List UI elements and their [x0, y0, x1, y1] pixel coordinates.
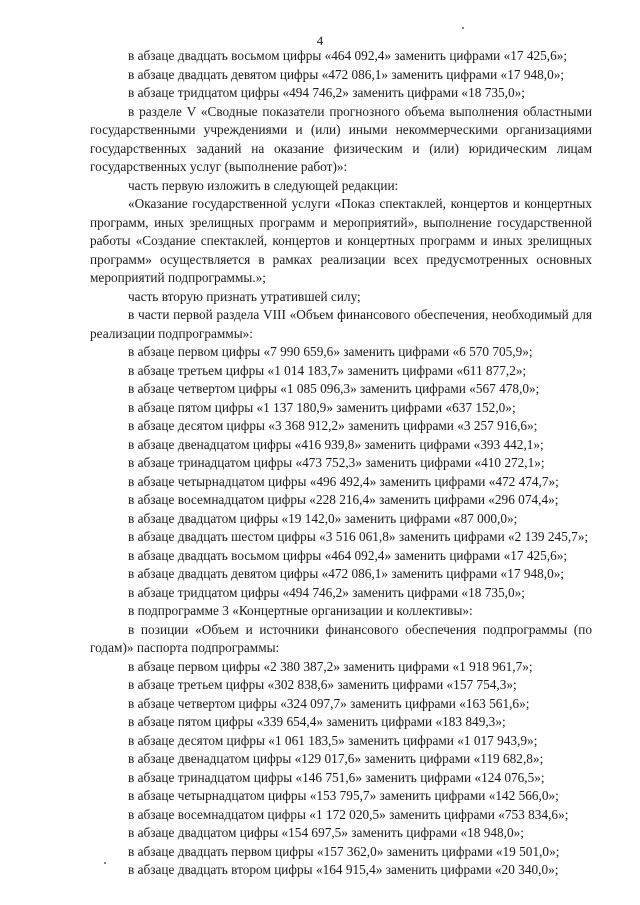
paragraph: «Оказание государственной услуги «Показ спектаклей, концертов и концертных программ, иных зрелищных программ и мероприятий», выполнение государственной работы «Создание спектаклей, концертов и концертных программ и иных зрелищных программ» осуществляется в рамках реализации всех предусмотренных основных мероприятий подпрограммы.»;: [90, 196, 592, 285]
paragraph: в абзаце четвертом цифры «1 085 096,3» заменить цифрами «567 478,0»;: [128, 381, 540, 396]
paragraph: в абзаце двадцать восьмом цифры «464 092,4» заменить цифрами «17 425,6»;: [128, 48, 568, 63]
scan-speck: [462, 27, 464, 29]
paragraph: в абзаце двадцать восьмом цифры «464 092,4» заменить цифрами «17 425,6»;: [128, 547, 568, 563]
paragraph: в абзаце двадцать втором цифры «164 915,4» заменить цифрами «20 340,0»;: [128, 862, 559, 877]
paragraph: в абзаце двенадцатом цифры «129 017,6» заменить цифрами «119 682,8»;: [128, 751, 544, 766]
paragraph: в позиции «Объем и источники финансового обеспечения подпрограммы (по годам)» паспорта подпрограммы:: [90, 621, 592, 655]
paragraph: в абзаце третьем цифры «302 838,6» заменить цифрами «157 754,3»;: [128, 677, 517, 692]
paragraph: в абзаце первом цифры «2 380 387,2» заменить цифрами «1 918 961,7»;: [128, 658, 533, 674]
paragraph: часть вторую признать утратившей силу;: [128, 288, 361, 304]
paragraph: в части первой раздела VIII «Объем финансового обеспечения, необходимый для реализации подпрограммы»:: [90, 307, 592, 341]
paragraph: в абзаце четвертом цифры «324 097,7» заменить цифрами «163 561,6»;: [128, 695, 530, 711]
paragraph: в абзаце пятом цифры «1 137 180,9» заменить цифрами «637 152,0»;: [128, 399, 516, 415]
paragraph: в подпрограмме 3 «Концертные организации и коллективы»:: [128, 603, 473, 618]
paragraph: в абзаце двадцать шестом цифры «3 516 061,8» заменить цифрами «2 139 245,7»;: [128, 529, 589, 544]
paragraph: в абзаце восемнадцатом цифры «1 172 020,5» заменить цифрами «753 834,6»;: [128, 806, 569, 822]
paragraph: в абзаце тринадцатом цифры «146 751,6» заменить цифрами «124 076,5»;: [128, 769, 545, 785]
paragraph: в абзаце тринадцатом цифры «473 752,3» заменить цифрами «410 272,1»;: [128, 455, 545, 470]
paragraph: в абзаце двадцатом цифры «154 697,5» заменить цифрами «18 948,0»;: [128, 825, 524, 840]
paragraph: в абзаце двадцать первом цифры «157 362,0» заменить цифрами «19 501,0»;: [128, 843, 560, 859]
paragraph: в разделе V «Сводные показатели прогнозного объема выполнения областными государственными учреждениями и (или) иными некоммерческими организациями государственных заданий на оказание физическим и (или) юридическим лицам государственных услуг (выполнение работ)»:: [90, 103, 592, 174]
paragraph: в абзаце четырнадцатом цифры «153 795,7» заменить цифрами «142 566,0»;: [128, 788, 559, 803]
paragraph: в абзаце пятом цифры «339 654,4» заменить цифрами «183 849,3»;: [128, 714, 506, 729]
paragraph: в абзаце десятом цифры «3 368 912,2» заменить цифрами «3 257 916,6»;: [128, 418, 538, 433]
paragraph: в абзаце двадцать девятом цифры «472 086,1» заменить цифрами «17 948,0»;: [128, 566, 565, 581]
paragraph: в абзаце двадцатом цифры «19 142,0» заменить цифрами «87 000,0»;: [128, 510, 518, 526]
paragraph: в абзаце четырнадцатом цифры «496 492,4» заменить цифрами «472 474,7»;: [128, 473, 559, 489]
paragraph: в абзаце двенадцатом цифры «416 939,8» заменить цифрами «393 442,1»;: [128, 436, 544, 452]
paragraph: в абзаце восемнадцатом цифры «228 216,4» заменить цифрами «296 074,4»;: [128, 492, 559, 507]
paragraph: часть первую изложить в следующей редакции:: [128, 177, 399, 193]
paragraph: в абзаце первом цифры «7 990 659,6» заменить цифрами «6 570 705,9»;: [128, 344, 533, 359]
page-number: 4: [316, 33, 324, 48]
paragraph: в абзаце тридцатом цифры «494 746,2» заменить цифрами «18 735,0»;: [128, 584, 525, 600]
paragraph: в абзаце десятом цифры «1 061 183,5» заменить цифрами «1 017 943,9»;: [128, 732, 538, 748]
document-body: [90, 47, 592, 880]
paragraph: в абзаце тридцатом цифры «494 746,2» заменить цифрами «18 735,0»;: [128, 85, 525, 100]
paragraph: в абзаце двадцать девятом цифры «472 086,1» заменить цифрами «17 948,0»;: [128, 66, 565, 82]
paragraph: в абзаце третьем цифры «1 014 183,7» заменить цифрами «611 877,2»;: [128, 362, 527, 378]
